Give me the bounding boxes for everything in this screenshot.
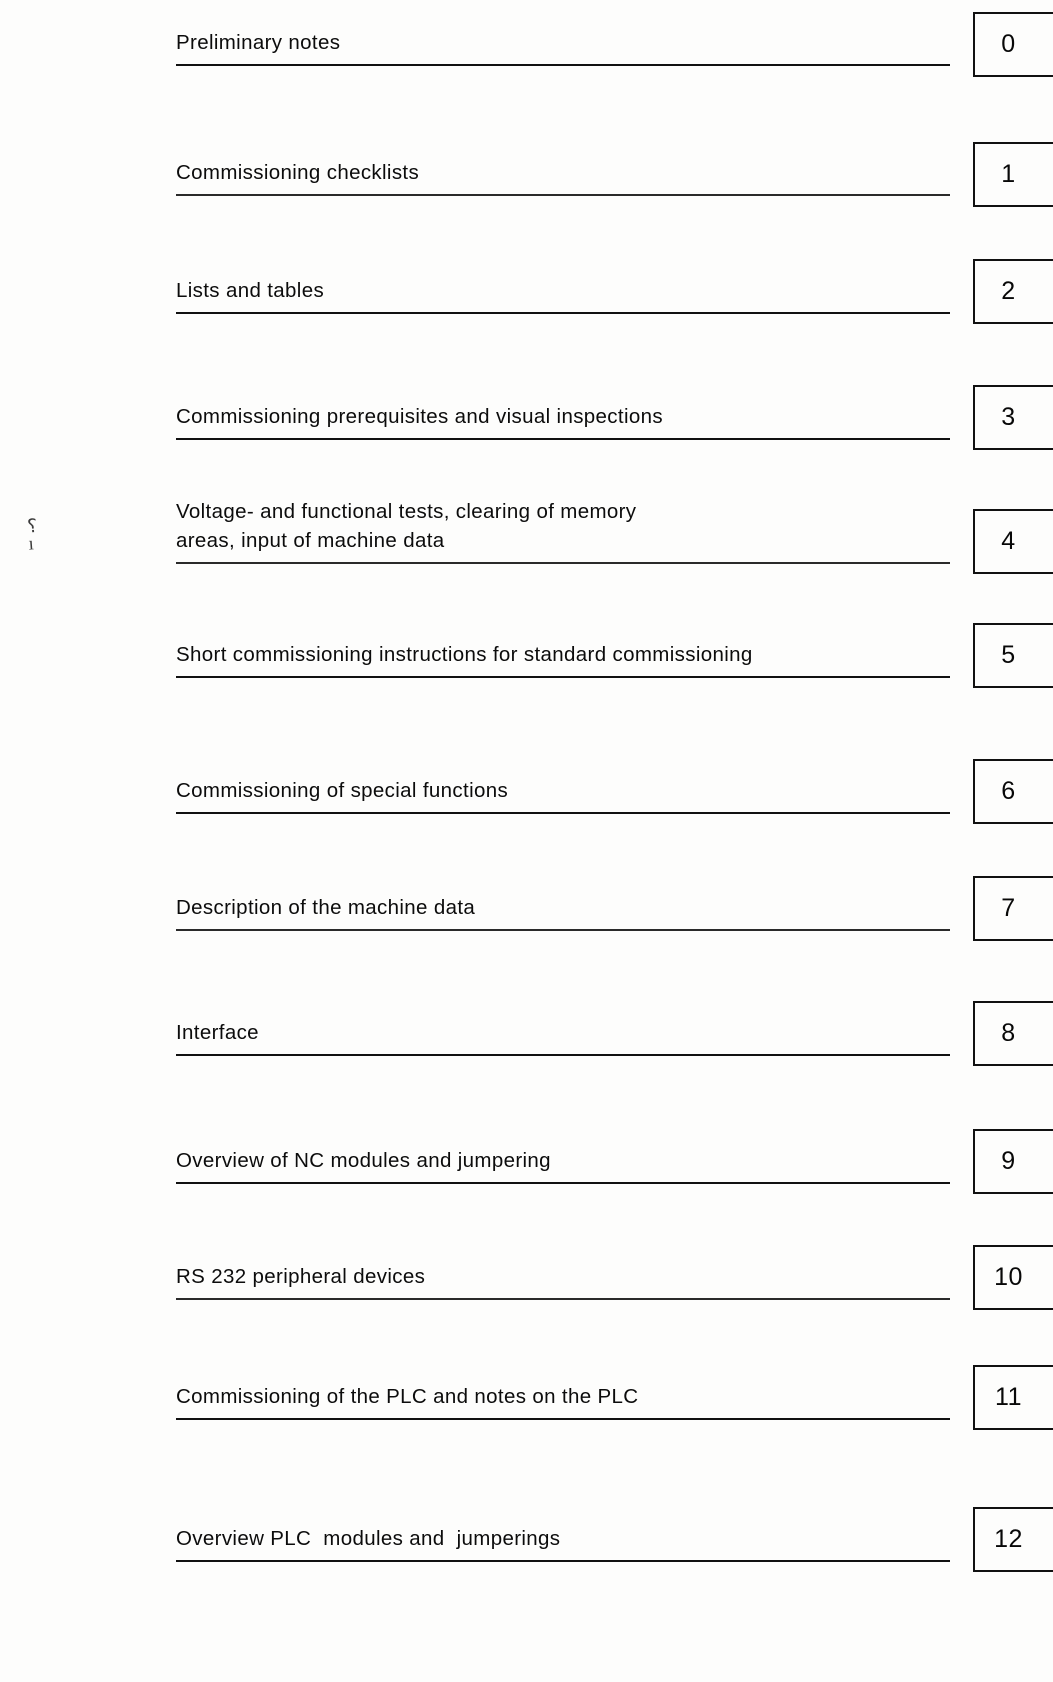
- chapter-tab-box[interactable]: [973, 1245, 1053, 1310]
- chapter-label-block: [176, 276, 950, 314]
- chapter-label-block: [176, 28, 950, 66]
- chapter-underline: [176, 1182, 950, 1184]
- chapter-tab-box[interactable]: [973, 142, 1053, 207]
- chapter-number: 0: [1001, 30, 1016, 58]
- chapter-title: Voltage- and functional tests, clearing of memory: [176, 500, 637, 523]
- chapter-number: 9: [1001, 1147, 1016, 1175]
- chapter-label-block: [176, 402, 950, 440]
- chapter-number: 2: [1001, 277, 1016, 305]
- chapter-tab-box[interactable]: [973, 1365, 1053, 1430]
- chapter-label-block: [176, 1382, 950, 1420]
- chapter-title: Overview of NC modules and jumpering: [176, 1149, 551, 1172]
- chapter-title: Short commissioning instructions for standard commissioning: [176, 643, 753, 666]
- chapter-label-block: [176, 640, 950, 678]
- chapter-tab-box[interactable]: [973, 12, 1053, 77]
- chapter-number: 12: [994, 1525, 1023, 1553]
- chapter-number: 10: [994, 1263, 1023, 1291]
- chapter-label-block: [176, 158, 950, 196]
- chapter-label-block: [176, 1262, 950, 1300]
- chapter-underline: [176, 1054, 950, 1056]
- chapter-label-block: [176, 776, 950, 814]
- chapter-underline: [176, 438, 950, 440]
- chapter-label-block: [176, 1524, 950, 1562]
- chapter-label-block: [176, 497, 950, 564]
- chapter-title: areas, input of machine data: [176, 529, 445, 552]
- chapter-tab-box[interactable]: [973, 623, 1053, 688]
- chapter-title: Preliminary notes: [176, 31, 341, 54]
- chapter-label-block: [176, 1018, 950, 1056]
- chapter-underline: [176, 64, 950, 66]
- chapter-underline: [176, 1298, 950, 1300]
- chapter-underline: [176, 1560, 950, 1562]
- margin-mark-lower: ı: [27, 533, 35, 555]
- chapter-label-block: [176, 893, 950, 931]
- margin-mark-upper: ⸮: [26, 515, 39, 538]
- chapter-number: 6: [1001, 777, 1016, 805]
- chapter-tab-box[interactable]: [973, 1507, 1053, 1572]
- chapter-tab-box[interactable]: [973, 1129, 1053, 1194]
- chapter-underline: [176, 1418, 950, 1420]
- chapter-number: 5: [1001, 641, 1016, 669]
- chapter-underline: [176, 312, 950, 314]
- chapter-title: Commissioning of the PLC and notes on the PLC: [176, 1385, 639, 1408]
- chapter-underline: [176, 812, 950, 814]
- chapter-tab-box[interactable]: [973, 759, 1053, 824]
- chapter-title: RS 232 peripheral devices: [176, 1265, 426, 1288]
- chapter-tab-box[interactable]: [973, 1001, 1053, 1066]
- chapter-number: 7: [1001, 894, 1016, 922]
- chapter-title: Lists and tables: [176, 279, 325, 302]
- chapter-tab-box[interactable]: [973, 385, 1053, 450]
- chapter-number: 11: [995, 1383, 1022, 1411]
- chapter-underline: [176, 929, 950, 931]
- margin-scan-mark: [27, 517, 48, 556]
- chapter-underline: [176, 194, 950, 196]
- chapter-title: Commissioning checklists: [176, 161, 420, 184]
- chapter-underline: [176, 562, 950, 564]
- chapter-title: Commissioning prerequisites and visual inspections: [176, 405, 663, 428]
- chapter-tab-box[interactable]: [973, 259, 1053, 324]
- chapter-title: Description of the machine data: [176, 896, 476, 919]
- chapter-title: Overview PLC modules and jumperings: [176, 1527, 561, 1550]
- chapter-title: Interface: [176, 1021, 259, 1044]
- chapter-label-block: [176, 1146, 950, 1184]
- chapter-number: 4: [1001, 527, 1016, 555]
- chapter-tab-box[interactable]: [973, 876, 1053, 941]
- chapter-tab-box[interactable]: [973, 509, 1053, 574]
- chapter-number: 3: [1001, 403, 1016, 431]
- chapter-underline: [176, 676, 950, 678]
- chapter-number: 1: [1001, 160, 1016, 188]
- chapter-number: 8: [1001, 1019, 1016, 1047]
- chapter-title: Commissioning of special functions: [176, 779, 509, 802]
